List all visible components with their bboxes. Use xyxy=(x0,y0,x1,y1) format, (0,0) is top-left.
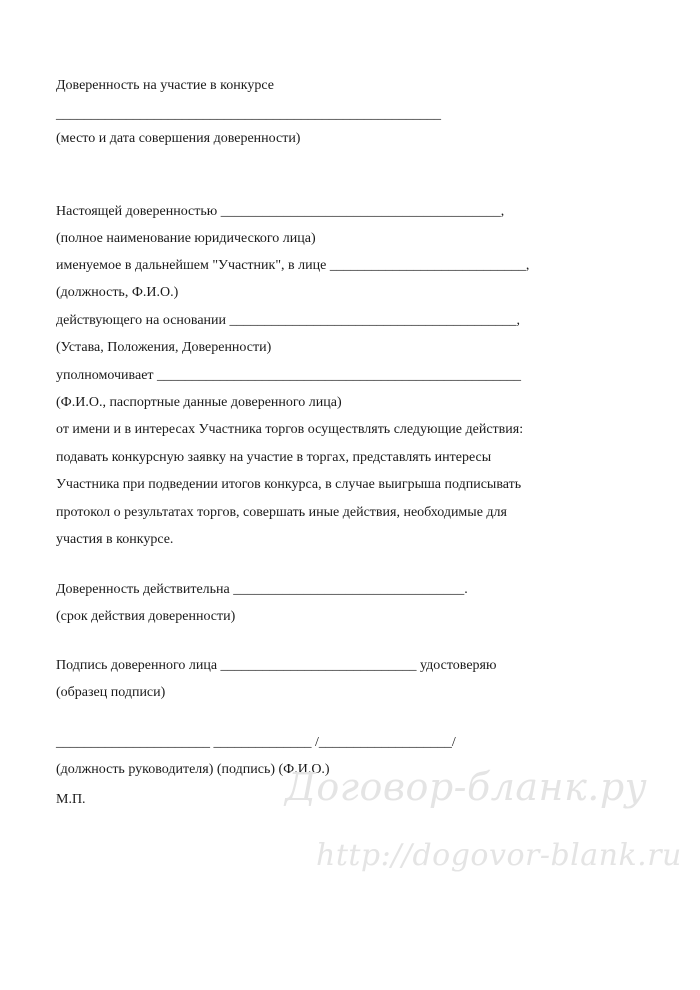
body-line-4: (должность, Ф.И.О.) xyxy=(56,285,179,300)
validity-caption: (срок действия доверенности) xyxy=(56,609,236,624)
body-line-1: Настоящей доверенностью ________________________________________, xyxy=(56,204,505,219)
place-date-caption: (место и дата совершения доверенности) xyxy=(56,131,301,146)
body-line-13: участия в конкурсе. xyxy=(56,532,174,547)
body-line-2: (полное наименование юридического лица) xyxy=(56,231,316,246)
body-line-7: уполномочивает ____________________________________________________ xyxy=(56,368,522,383)
body-line-3: именуемое в дальнейшем "Участник", в лице ____________________________, xyxy=(56,258,530,273)
body-line-10: подавать конкурсную заявку на участие в торгах, представлять интересы xyxy=(56,450,492,465)
watermark-brand: Договор-бланк.ру xyxy=(285,765,648,809)
body-line-5: действующего на основании _________________________________________, xyxy=(56,313,521,328)
document-title: Доверенность на участие в конкурсе xyxy=(56,78,274,93)
signature-caption: (образец подписи) xyxy=(56,685,166,700)
body-line-11: Участника при подведении итогов конкурса, в случае выигрыша подписывать xyxy=(56,477,522,492)
body-line-9: от имени и в интересах Участника торгов осуществлять следующие действия: xyxy=(56,422,524,437)
body-line-8: (Ф.И.О., паспортные данные доверенного лица) xyxy=(56,395,342,410)
signature-line: Подпись доверенного лица ____________________________ удостоверяю xyxy=(56,658,497,673)
body-line-12: протокол о результатах торгов, совершать иные действия, необходимые для xyxy=(56,505,507,520)
stamp-label: М.П. xyxy=(56,792,86,807)
validity-line: Доверенность действительна _________________________________. xyxy=(56,582,468,597)
signoff-caption: (должность руководителя) (подпись) (Ф.И.О.) xyxy=(56,762,330,777)
signoff-blank-line: ______________________ ______________ /___________________/ xyxy=(56,735,456,750)
body-line-6: (Устава, Положения, Доверенности) xyxy=(56,340,272,355)
place-date-blank-line: _______________________________________________________ xyxy=(56,107,441,122)
watermark-url: http://dogovor-blank.ru xyxy=(316,838,682,873)
